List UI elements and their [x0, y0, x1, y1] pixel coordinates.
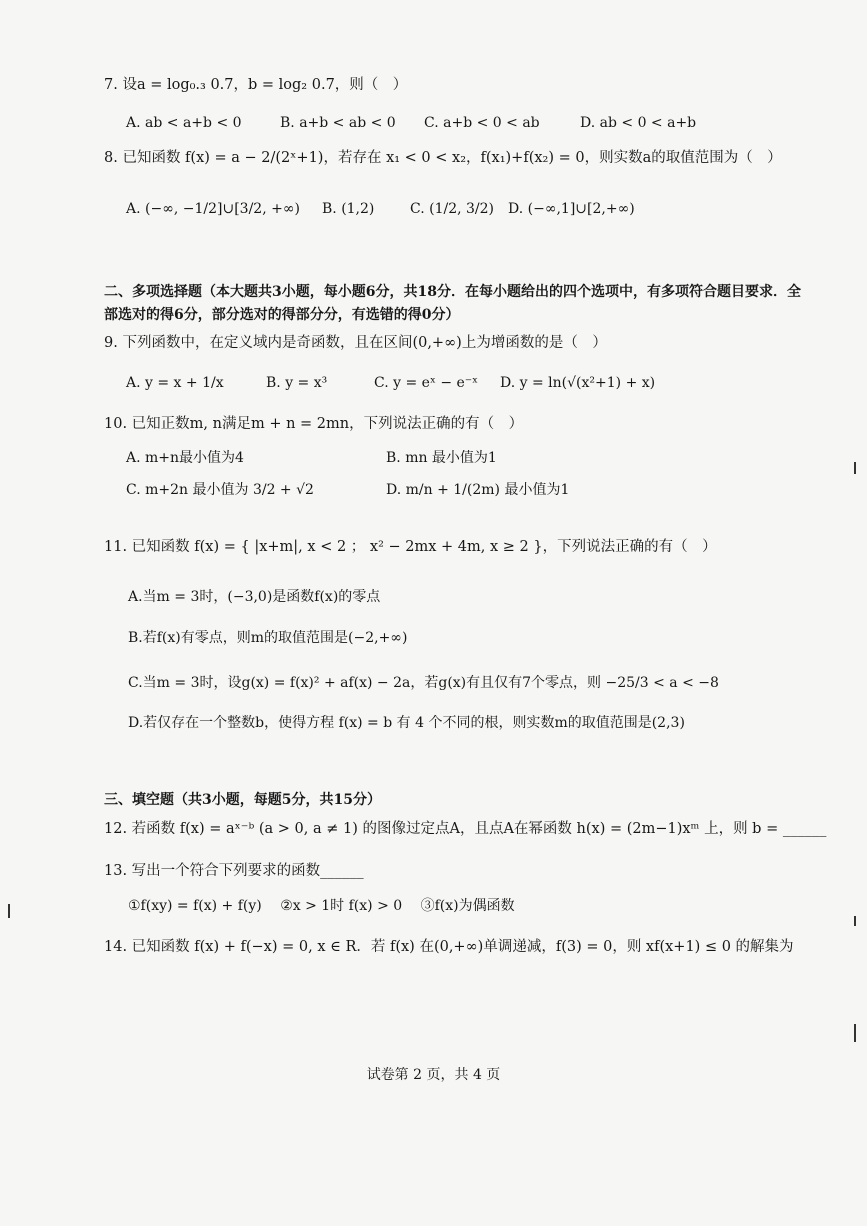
section3-title: 三、填空题（共3小题，每题5分，共15分）	[104, 792, 381, 808]
q9-option-d: D. y = ln(√(x²+1) + x)	[500, 375, 656, 391]
q7-option-c: C. a+b < 0 < ab	[424, 115, 540, 131]
q7-stem: 7. 设a = log₀.₃ 0.7，b = log₂ 0.7，则（ ）	[104, 77, 408, 93]
q8-option-a: A. (−∞, −1/2]∪[3/2, +∞)	[126, 201, 300, 217]
q9-option-a: A. y = x + 1/x	[126, 375, 224, 391]
q7-option-d: D. ab < 0 < a+b	[580, 115, 697, 131]
q9-option-b: B. y = x³	[266, 375, 328, 391]
page-footer: 试卷第 2 页，共 4 页	[366, 1067, 501, 1083]
q11-option-b: B.若f(x)有零点，则m的取值范围是(−2,+∞)	[128, 630, 408, 646]
q11-option-d: D.若仅存在一个整数b，使得方程 f(x) = b 有 4 个不同的根，则实数m的取值范围是(2,3)	[128, 715, 685, 731]
q8-option-c: C. (1/2, 3/2)	[410, 201, 494, 217]
section2-title-cont: 部选对的得6分，部分选对的得部分分，有选错的得0分）	[104, 307, 460, 323]
q14-stem: 14. 已知函数 f(x) + f(−x) = 0, x ∈ R．若 f(x) 在(0,+∞)单调递减，f(3) = 0，则 xf(x+1) ≤ 0 的解集为	[104, 939, 794, 955]
q10-option-b: B. mn 最小值为1	[386, 450, 497, 466]
q8-option-b: B. (1,2)	[322, 201, 375, 217]
q10-stem: 10. 已知正数m, n满足m + n = 2mn，下列说法正确的有（ ）	[104, 416, 524, 432]
q12-stem: 12. 若函数 f(x) = aˣ⁻ᵇ (a > 0, a ≠ 1) 的图像过定点A，且点A在幂函数 h(x) = (2m−1)xᵐ 上，则 b = ______	[104, 821, 827, 837]
q7-option-a: A. ab < a+b < 0	[126, 115, 242, 131]
scan-mark	[854, 1024, 856, 1042]
q10-option-c: C. m+2n 最小值为 3/2 + √2	[126, 482, 314, 498]
scan-mark	[8, 904, 10, 918]
q8-option-d: D. (−∞,1]∪[2,+∞)	[508, 201, 635, 217]
q8-stem: 8. 已知函数 f(x) = a − 2/(2ˣ+1)，若存在 x₁ < 0 < x₂，f(x₁)+f(x₂) = 0，则实数a的取值范围为（ ）	[104, 150, 782, 166]
scan-mark	[854, 462, 856, 474]
section2-title: 二、多项选择题（本大题共3小题，每小题6分，共18分．在每小题给出的四个选项中，有多项符合题目要求．全	[104, 284, 801, 300]
q11-option-c: C.当m = 3时，设g(x) = f(x)² + af(x) − 2a，若g(x)有且仅有7个零点，则 −25/3 < a < −8	[128, 675, 719, 691]
q13-conditions: ①f(xy) = f(x) + f(y) ②x > 1时 f(x) > 0 ③f(x)为偶函数	[128, 898, 515, 914]
q9-option-c: C. y = eˣ − e⁻ˣ	[374, 375, 479, 391]
q10-option-a: A. m+n最小值为4	[126, 450, 244, 466]
q7-option-b: B. a+b < ab < 0	[280, 115, 396, 131]
q9-stem: 9. 下列函数中，在定义域内是奇函数，且在区间(0,+∞)上为增函数的是（ ）	[104, 335, 607, 351]
q13-stem: 13. 写出一个符合下列要求的函数______	[104, 863, 364, 879]
q10-option-d: D. m/n + 1/(2m) 最小值为1	[386, 482, 570, 498]
q11-stem: 11. 已知函数 f(x) = { |x+m|, x < 2 ； x² − 2mx + 4m, x ≥ 2 }，下列说法正确的有（ ）	[104, 539, 717, 555]
scan-mark	[854, 916, 856, 926]
q11-option-a: A.当m = 3时，(−3,0)是函数f(x)的零点	[128, 589, 381, 605]
